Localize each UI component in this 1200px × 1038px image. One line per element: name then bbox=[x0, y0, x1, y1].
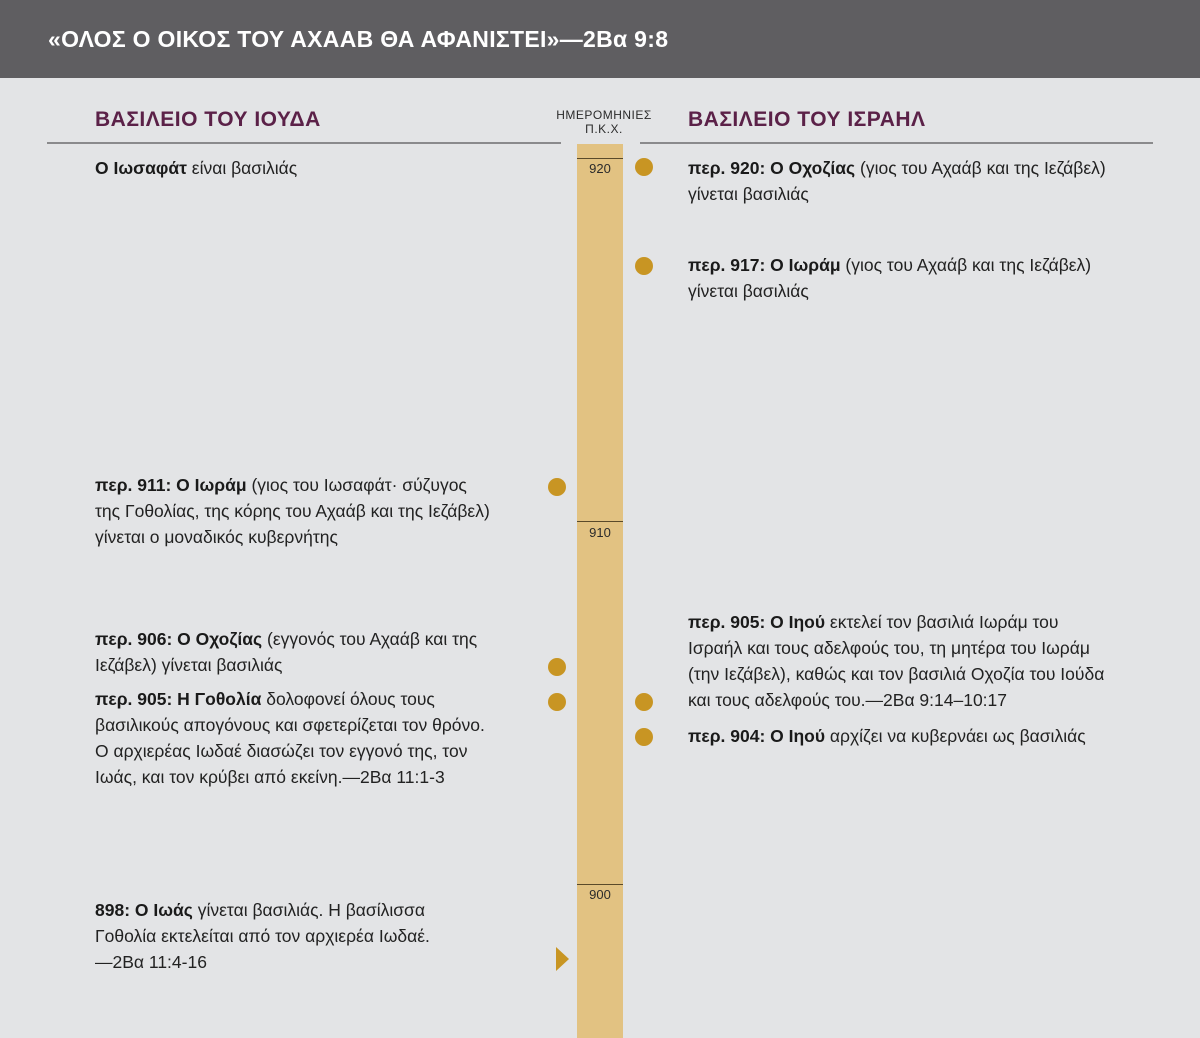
israel-marker-917 bbox=[635, 257, 653, 275]
entry-line: Ιωάς, και τον κρύβει από εκείνη.—2Βα 11:1-3 bbox=[95, 767, 445, 787]
judah-marker-911 bbox=[548, 478, 566, 496]
timeline-bar bbox=[577, 144, 623, 1038]
tick-label-920: 920 bbox=[589, 161, 611, 176]
entry-line: γίνεται βασιλιάς bbox=[688, 281, 809, 301]
tick-line-910 bbox=[577, 521, 623, 522]
judah-divider bbox=[47, 142, 561, 144]
entry-line: βασιλικούς απογόνους και σφετερίζεται τον θρόνο. bbox=[95, 715, 485, 735]
entry-line: Ο αρχιερέας Ιωδαέ διασώζει τον εγγονό της, τον bbox=[95, 741, 468, 761]
judah-entry bbox=[95, 155, 297, 181]
entry-line: γίνεται βασιλιάς bbox=[688, 184, 809, 204]
judah-entry bbox=[95, 897, 430, 975]
entry-line: περ. 920: Ο Οχοζίας (γιος του Αχαάβ και της Ιεζάβελ) bbox=[688, 158, 1106, 178]
entry-line: Ιεζάβελ) γίνεται βασιλιάς bbox=[95, 655, 283, 675]
judah-entry bbox=[95, 472, 490, 550]
entry-line: περ. 904: Ο Ιηού αρχίζει να κυβερνάει ως βασιλιάς bbox=[688, 726, 1086, 746]
israel-divider bbox=[640, 142, 1153, 144]
entry-line: περ. 917: Ο Ιωράμ (γιος του Αχαάβ και της Ιεζάβελ) bbox=[688, 255, 1092, 275]
entry-line: και τους αδελφούς του.—2Βα 9:14–10:17 bbox=[688, 690, 1008, 710]
israel-marker-905 bbox=[635, 693, 653, 711]
israel-entry bbox=[688, 155, 1106, 207]
entry-line: —2Βα 11:4-16 bbox=[95, 952, 207, 972]
entry-line: περ. 911: Ο Ιωράμ (γιος του Ιωσαφάτ· σύζυγος bbox=[95, 475, 467, 495]
tick-line-900 bbox=[577, 884, 623, 885]
tick-label-900: 900 bbox=[589, 887, 611, 902]
entry-line: γίνεται ο μοναδικός κυβερνήτης bbox=[95, 527, 338, 547]
entry-line: της Γοθολίας, της κόρης του Αχαάβ και της Ιεζάβελ) bbox=[95, 501, 490, 521]
entry-line: 898: Ο Ιωάς γίνεται βασιλιάς. Η βασίλισσα bbox=[95, 900, 425, 920]
dates-label bbox=[540, 108, 668, 136]
entry-line: περ. 905: Η Γοθολία δολοφονεί όλους τους bbox=[95, 689, 435, 709]
entry-line: περ. 905: Ο Ιηού εκτελεί τον βασιλιά Ιωράμ του bbox=[688, 612, 1059, 632]
israel-marker-904 bbox=[635, 728, 653, 746]
judah-entry bbox=[95, 686, 485, 790]
entry-line: Ο Ιωσαφάτ είναι βασιλιάς bbox=[95, 158, 298, 178]
entry-line: Γοθολία εκτελείται από τον αρχιερέα Ιωδαέ. bbox=[95, 926, 430, 946]
dates-label-line1: ΗΜΕΡΟΜΗΝΙΕΣ bbox=[556, 108, 652, 122]
israel-marker-920 bbox=[635, 158, 653, 176]
israel-entry bbox=[688, 252, 1091, 304]
israel-entry bbox=[688, 609, 1104, 713]
dates-label-line2: Π.Κ.Χ. bbox=[585, 122, 623, 136]
israel-heading: ΒΑΣΙΛΕΙΟ ΤΟΥ ΙΣΡΑΗΛ bbox=[688, 108, 926, 131]
judah-entry bbox=[95, 626, 477, 678]
israel-entry bbox=[688, 723, 1086, 749]
page-title: «ΟΛΟΣ Ο ΟΙΚΟΣ ΤΟΥ ΑΧΑΑΒ ΘΑ ΑΦΑΝΙΣΤΕΙ»—2Βα 9:8 bbox=[48, 26, 669, 52]
judah-heading: ΒΑΣΙΛΕΙΟ ΤΟΥ ΙΟΥΔΑ bbox=[95, 108, 321, 131]
entry-line: περ. 906: Ο Οχοζίας (εγγονός του Αχαάβ και της bbox=[95, 629, 478, 649]
tick-line-920 bbox=[577, 158, 623, 159]
judah-arrow-898 bbox=[556, 947, 569, 971]
tick-label-910: 910 bbox=[589, 525, 611, 540]
judah-marker-906 bbox=[548, 658, 566, 676]
entry-line: (την Ιεζάβελ), καθώς και τον βασιλιά Οχοζία του Ιούδα bbox=[688, 664, 1105, 684]
entry-line: Ισραήλ και τους αδελφούς του, τη μητέρα του Ιωράμ bbox=[688, 638, 1090, 658]
judah-marker-905 bbox=[548, 693, 566, 711]
header-bar bbox=[0, 0, 1200, 78]
